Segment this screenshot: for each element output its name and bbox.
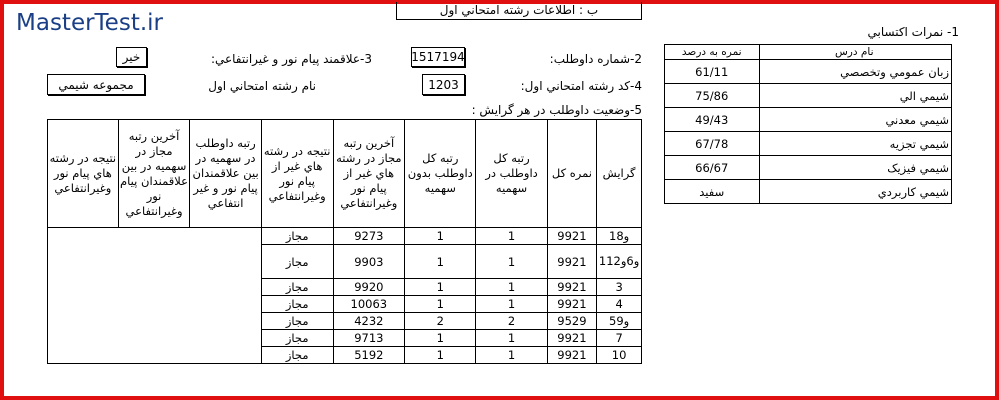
col-header: آخرين رتبه مجاز در سهميه در بين علاقمندان پيام نور وغيرانتفاعي [118,120,190,228]
table-row [665,108,952,132]
col-header: گرايش [597,120,642,228]
last-rank-cell: 10063 [333,296,405,313]
table-row [665,132,952,156]
last-rank-cell: 9273 [333,228,405,245]
score-cell: 49/43 [665,108,760,132]
total-cell: 9921 [547,330,597,347]
result-cell: مجاز [261,245,333,279]
course-cell: شيمي فيزيک [759,156,951,180]
branch-cell: 4 [597,296,642,313]
branch-cell: 1و8 [597,228,642,245]
rank-quota-cell: 1 [476,279,547,296]
total-cell: 9921 [547,279,597,296]
col-header: نتيجه در رشته هاي غير از پيام نور وغيرانتفاعي [261,120,333,228]
score-cell: سفيد [665,180,760,204]
course-cell: شيمي معدني [759,108,951,132]
total-cell: 9921 [547,347,597,364]
section-title: ب : اطلاعات رشته امتحاني اول [396,2,642,20]
table-row [665,84,952,108]
branch-cell: 3 [597,279,642,296]
watermark-text: MasterTest.ir [16,10,163,36]
course-cell: زبان عمومي وتخصصي [759,60,951,84]
branch-cell: 5و9 [597,313,642,330]
rank-noquota-cell: 1 [405,296,476,313]
empty-area [48,228,262,364]
result-cell: مجاز [261,228,333,245]
course-cell: شيمي تجزيه [759,132,951,156]
course-cell: شيمي کاربردي [759,180,951,204]
rank-quota-cell: 1 [476,330,547,347]
branch-cell: 11و6و2 [597,245,642,279]
field-code-label: 4-کد رشته امتحاني اول: [520,79,642,93]
rank-quota-cell: 1 [476,347,547,364]
result-cell: مجاز [261,347,333,364]
total-cell: 9921 [547,245,597,279]
last-rank-cell: 9920 [333,279,405,296]
course-header: نام درس [759,45,951,60]
table-row [665,180,952,204]
result-cell: مجاز [261,296,333,313]
last-rank-cell: 9713 [333,330,405,347]
table-row [48,228,642,245]
interest-value: خير [116,47,147,67]
score-header: نمره به درصد [665,45,760,60]
col-header: رتبه کل داوطلب بدون سهميه [405,120,476,228]
section1-label: 1- نمرات اکتسابي [867,25,959,39]
rank-noquota-cell: 1 [405,347,476,364]
course-cell: شيمي الي [759,84,951,108]
field-code-value: 1203 [422,74,465,95]
score-cell: 67/78 [665,132,760,156]
col-header: رتبه کل داوطلب در سهميه [476,120,547,228]
score-cell: 75/86 [665,84,760,108]
rank-noquota-cell: 2 [405,313,476,330]
col-header: رتبه داوطلب در سهميه در بين علاقمندان پيام نور و غير انتفاعي [190,120,261,228]
branch-cell: 10 [597,347,642,364]
status-table [47,119,642,364]
branch-cell: 7 [597,330,642,347]
interest-label: 3-علاقمند پيام نور و غيرانتفاعي: [210,52,372,66]
last-rank-cell: 4232 [333,313,405,330]
total-cell: 9921 [547,228,597,245]
result-cell: مجاز [261,279,333,296]
rank-quota-cell: 1 [476,245,547,279]
total-cell: 9921 [547,296,597,313]
rank-quota-cell: 1 [476,228,547,245]
last-rank-cell: 5192 [333,347,405,364]
rank-noquota-cell: 1 [405,279,476,296]
col-header: نمره کل [547,120,597,228]
col-header: نتيجه در رشته هاي پيام نور وغيرانتفاعي [48,120,119,228]
table-row [665,156,952,180]
rank-noquota-cell: 1 [405,330,476,347]
score-cell: 66/67 [665,156,760,180]
col-header: آخرين رتبه مجاز در رشته هاي غير از پيام نور وغيرانتفاعي [333,120,405,228]
result-cell: مجاز [261,330,333,347]
field-name-value: مجموعه شيمي [47,74,145,95]
candidate-number-value: 1517194 [411,47,465,67]
section5-label: 5-وضعيت داوطلب در هر گرايش : [471,103,642,117]
field-name-label: نام رشته امتحاني اول [208,79,316,93]
result-cell: مجاز [261,313,333,330]
total-cell: 9529 [547,313,597,330]
last-rank-cell: 9903 [333,245,405,279]
rank-noquota-cell: 1 [405,245,476,279]
candidate-number-label: 2-شماره داوطلب: [549,52,642,66]
rank-quota-cell: 1 [476,296,547,313]
grades-table [664,44,952,204]
rank-noquota-cell: 1 [405,228,476,245]
score-cell: 61/11 [665,60,760,84]
rank-quota-cell: 2 [476,313,547,330]
table-row [665,60,952,84]
